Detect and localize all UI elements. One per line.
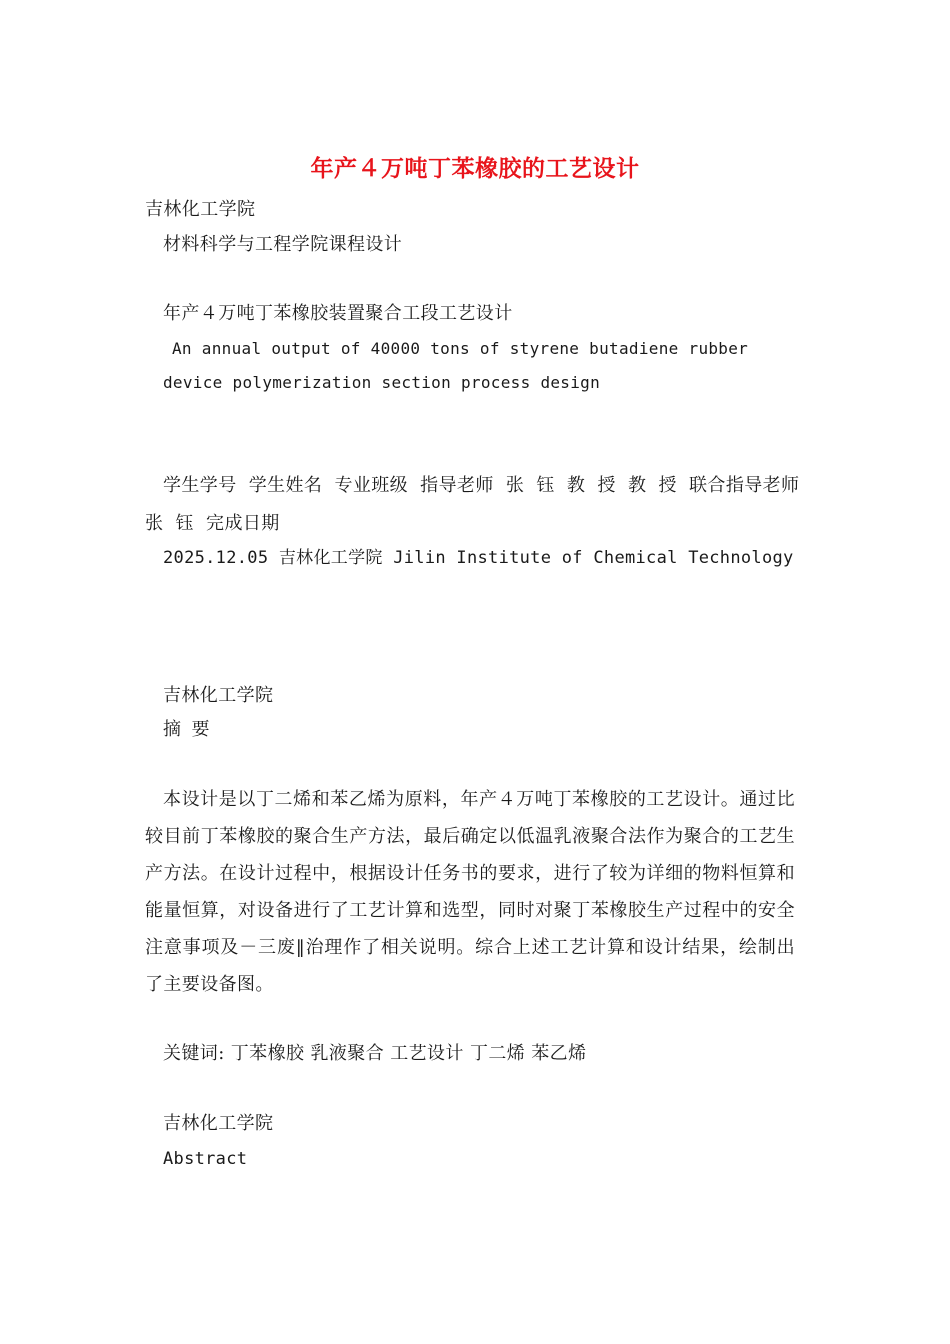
institution-name: 吉林化工学院 bbox=[145, 199, 256, 220]
student-info-line-2: 张 钰 完成日期 bbox=[145, 513, 280, 534]
keywords-line: 关键词: 丁苯橡胶 乳液聚合 工艺设计 丁二烯 苯乙烯 bbox=[163, 1043, 587, 1064]
english-subtitle-line-1: An annual output of 40000 tons of styrene butadiene rubber bbox=[172, 339, 749, 358]
institution-name-2: 吉林化工学院 bbox=[163, 685, 274, 706]
abstract-en-heading: Abstract bbox=[163, 1149, 248, 1169]
completion-date-line: 2025.12.05 吉林化工学院 Jilin Institute of Chemical Technology bbox=[163, 548, 794, 568]
chinese-subtitle: 年产４万吨丁苯橡胶装置聚合工段工艺设计 bbox=[163, 303, 513, 324]
student-info-line-1: 学生学号 学生姓名 专业班级 指导老师 张 钰 教 授 教 授 联合指导老师 bbox=[163, 475, 800, 496]
course-design-label: 材料科学与工程学院课程设计 bbox=[163, 234, 403, 255]
english-subtitle-line-2: device polymerization section process design bbox=[163, 373, 601, 392]
document-title: 年产４万吨丁苯橡胶的工艺设计 bbox=[310, 156, 640, 182]
abstract-cn-heading: 摘 要 bbox=[163, 719, 210, 740]
abstract-body: 本设计是以丁二烯和苯乙烯为原料，年产４万吨丁苯橡胶的工艺设计。通过比较目前丁苯橡胶的聚合生产方法，最后确定以低温乳液聚合法作为聚合的工艺生产方法。在设计过程中，根据设计任务书的要求，进行了较为详细的物料恒算和能量恒算，对设备进行了工艺计算和选型，同时对聚丁苯橡胶生产过程中的安全注意事项及－三废‖治理作了相关说明。综合上述工艺计算和设计结果，绘制出了主要设备图。 bbox=[145, 789, 795, 995]
institution-name-3: 吉林化工学院 bbox=[163, 1113, 274, 1134]
